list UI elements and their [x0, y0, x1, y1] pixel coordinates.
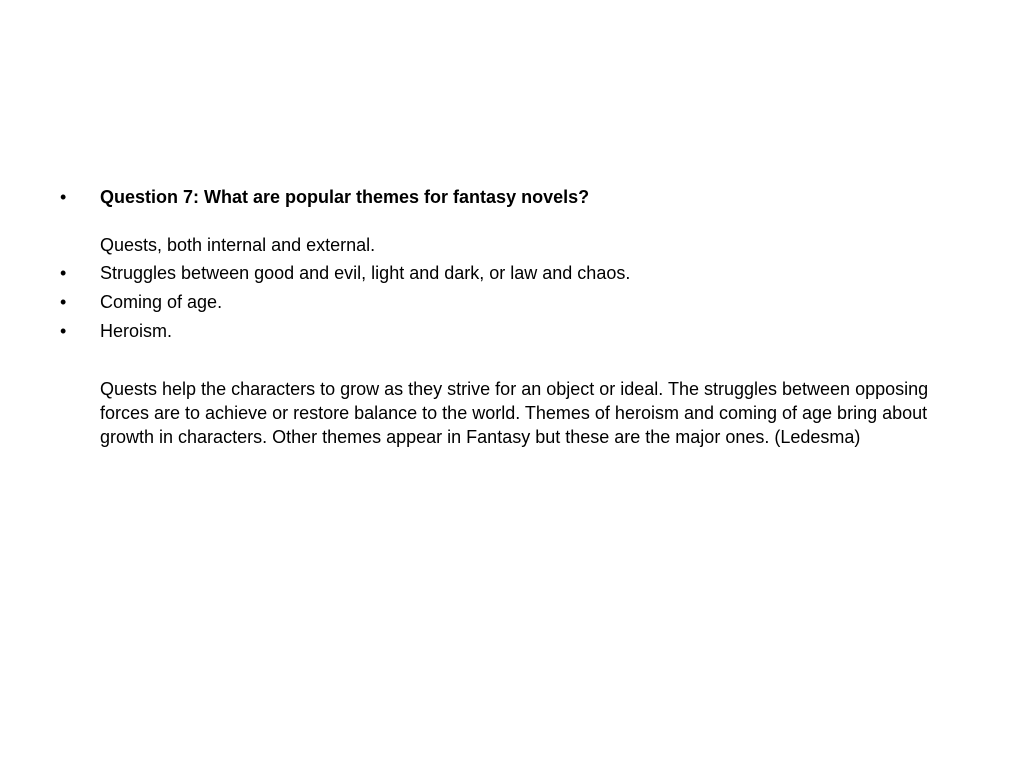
- explanation-paragraph: Quests help the characters to grow as they strive for an object or ideal. The struggles between opposing forces are to achieve or restore balance to the world. Themes of heroism and coming of age bring about growth in characters. Other themes appear in Fantasy but these are the major ones. (Ledesma): [100, 379, 929, 447]
- bullet-marker: •: [60, 263, 67, 283]
- question-heading: Question 7: What are popular themes for fantasy novels?: [100, 187, 590, 207]
- bullet-marker: •: [60, 187, 67, 207]
- intro-line: Quests, both internal and external.: [100, 235, 376, 255]
- bullet-marker: •: [60, 321, 67, 341]
- bullet-marker: •: [60, 292, 67, 312]
- list-item-text: Struggles between good and evil, light and dark, or law and chaos.: [100, 263, 631, 283]
- list-item-text: Coming of age.: [100, 292, 223, 312]
- list-item-text: Heroism.: [100, 321, 173, 341]
